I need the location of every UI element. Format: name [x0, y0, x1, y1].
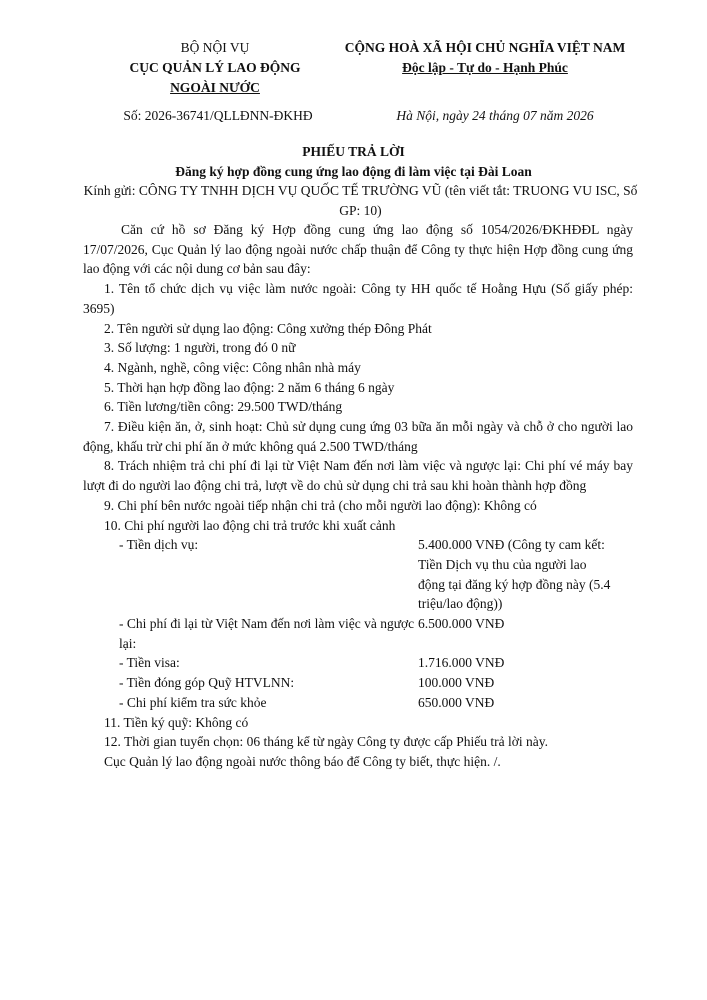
fee-label: - Chi phí đi lại từ Việt Nam đến nơi làm việc và ngược lại:: [119, 616, 415, 651]
item-1: 1. Tên tổ chức dịch vụ việc làm nước ngoài: Công ty HH quốc tế Hoằng Hựu (Số giấy phép: 3695): [83, 281, 633, 316]
fee-value: 1.716.000 VNĐ: [418, 655, 505, 671]
document-date: Hà Nội, ngày 24 tháng 07 năm 2026: [396, 108, 594, 123]
ministry-name: BỘ NỘI VỤ: [180, 40, 250, 55]
fee-value: 100.000 VNĐ: [418, 675, 495, 691]
item-10: 10. Chi phí người lao động chi trả trước khi xuất cảnh: [104, 517, 396, 533]
issuing-agency-block: [100, 38, 330, 98]
nation-name: CỘNG HOÀ XÃ HỘI CHỦ NGHĨA VIỆT NAM: [344, 40, 626, 55]
fee-row-travel: [83, 614, 633, 653]
recipient-line: Kính gửi: CÔNG TY TNHH DỊCH VỤ QUỐC TẾ TRƯỜNG VŨ (tên viết tắt: TRUONG VU ISC, Số GP: 10): [83, 183, 638, 218]
fee-value: 6.500.000 VNĐ: [418, 616, 505, 632]
fee-label: - Chi phí kiểm tra sức khỏe: [119, 694, 267, 710]
agency-name-line1: CỤC QUẢN LÝ LAO ĐỘNG: [129, 60, 301, 75]
closing-line: Cục Quản lý lao động ngoài nước thông báo để Công ty biết, thực hiện. /.: [104, 753, 501, 769]
fee-row-visa: [83, 653, 633, 673]
item-5: 5. Thời hạn hợp đồng lao động: 2 năm 6 tháng 6 ngày: [104, 379, 395, 395]
item-6: 6. Tiền lương/tiền công: 29.500 TWD/tháng: [104, 399, 343, 415]
fee-row-fund: [83, 673, 633, 693]
fee-value: 5.400.000 VNĐ (Công ty cam kết: Tiền Dịch vụ thu của người lao động tại đăng ký hợp đồng này (5.4 triệu/lao động)): [418, 537, 611, 612]
document-subtitle: Đăng ký hợp đồng cung ứng lao động đi làm việc tại Đài Loan: [175, 164, 532, 179]
intro-paragraph: Căn cứ hồ sơ Đăng ký Hợp đồng cung ứng lao động số 1054/2026/ĐKHĐĐL ngày 17/07/2026, Cục Quản lý lao động ngoài nước chấp thuận để Công ty thực hiện Hợp đồng cung ứng lao động với các nội dung cơ bản sau đây:: [83, 222, 633, 277]
national-motto: Độc lập - Tự do - Hạnh Phúc: [402, 60, 568, 75]
item-8: 8. Trách nhiệm trả chi phí đi lại từ Việt Nam đến nơi làm việc và ngược lại: Chi phí vé máy bay lượt đi do người lao động chi trả, lượt về do chủ sử dụng chi trả sau khi hoàn thành hợp đồng: [83, 458, 633, 494]
fee-row-service: [83, 535, 633, 614]
fee-value: 650.000 VNĐ: [418, 694, 495, 710]
document-title: PHIẾU TRẢ LỜI: [302, 144, 405, 159]
item-9: 9. Chi phí bên nước ngoài tiếp nhận chi trả (cho mỗi người lao động): Không có: [104, 497, 537, 513]
item-11: 11. Tiền ký quỹ: Không có: [104, 714, 249, 730]
item-7: 7. Điều kiện ăn, ở, sinh hoạt: Chủ sử dụng cung ứng 03 bữa ăn mỗi ngày và chỗ ở cho người lao động, khấu trừ chi phí ăn ở mức không quá 2.500 TWD/tháng: [83, 419, 633, 454]
item-4: 4. Ngành, nghề, công việc: Công nhân nhà máy: [104, 359, 361, 375]
item-2: 2. Tên người sử dụng lao động: Công xưởng thép Đông Phát: [104, 320, 432, 336]
fee-label: - Tiền visa:: [119, 655, 180, 671]
document-body: [83, 220, 633, 772]
fee-label: - Tiền đóng góp Quỹ HTVLNN:: [119, 675, 295, 691]
national-heading-block: [330, 38, 640, 78]
document-number: Số: 2026-36741/QLLĐNN-ĐKHĐ: [123, 108, 313, 123]
item-3: 3. Số lượng: 1 người, trong đó 0 nữ: [104, 340, 296, 356]
agency-name-line2: NGOÀI NƯỚC: [170, 80, 260, 95]
item-12: 12. Thời gian tuyển chọn: 06 tháng kể từ ngày Công ty được cấp Phiếu trả lời này.: [104, 734, 548, 750]
fee-row-health: [83, 693, 633, 713]
fee-label: - Tiền dịch vụ:: [119, 537, 199, 553]
fee-list: [83, 535, 633, 712]
